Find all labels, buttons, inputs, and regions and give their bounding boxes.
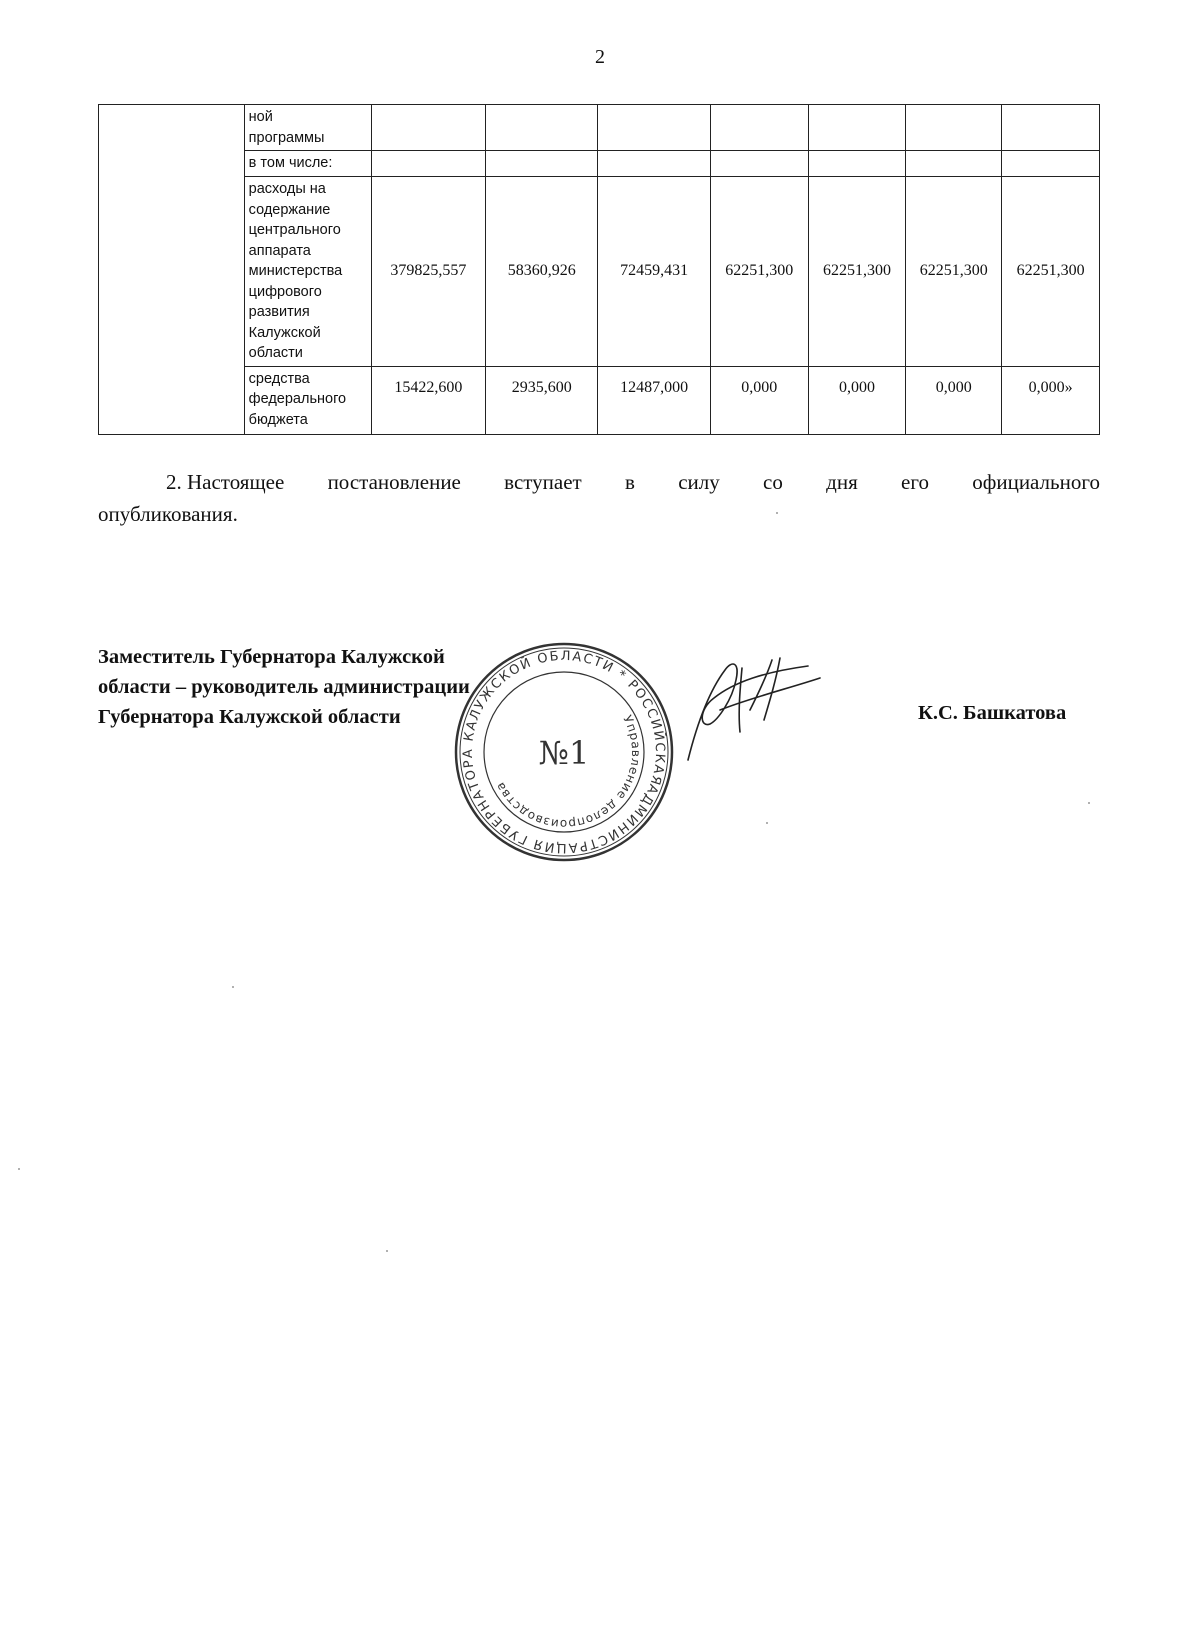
signatory-title-line: Заместитель Губернатора Калужской (98, 646, 445, 668)
cell (1002, 151, 1100, 177)
signatory-title-line: области – руководитель администрации (98, 676, 470, 698)
scan-speck (1088, 802, 1090, 804)
effective-date-paragraph (98, 466, 1100, 530)
cell: 62251,300 (1002, 177, 1100, 367)
handwritten-signature (680, 650, 860, 770)
seal-outer-text: АДМИНИСТРАЦИЯ ГУБЕРНАТОРА КАЛУЖСКОЙ ОБЛАСТИ * РОССИЙСКАЯ (460, 648, 668, 856)
cell: 0,000» (1002, 366, 1100, 434)
scan-speck (386, 1250, 388, 1252)
cell (808, 105, 906, 151)
paragraph-word: вступает (504, 470, 582, 494)
seal-inner-text: Управление делопроизводства (492, 712, 644, 832)
cell: 62251,300 (906, 177, 1002, 367)
signer-name: К.С. Башкатова (918, 702, 1067, 724)
cell: 62251,300 (710, 177, 808, 367)
row-label: средства федерального бюджета (244, 366, 371, 434)
table-row (99, 366, 1100, 434)
cell: 12487,000 (598, 366, 710, 434)
cell (808, 151, 906, 177)
paragraph-word: со (763, 470, 783, 494)
paragraph-word: официального (972, 470, 1100, 494)
paragraph-line-2: опубликования. (98, 502, 238, 526)
paragraph-word: 2. Настоящее (166, 470, 285, 494)
cell (486, 151, 598, 177)
cell (598, 151, 710, 177)
cell (906, 151, 1002, 177)
row-label: ной программы (244, 105, 371, 151)
cell: 62251,300 (808, 177, 906, 367)
cell (371, 151, 485, 177)
cell: 0,000 (710, 366, 808, 434)
cell (486, 105, 598, 151)
cell (1002, 105, 1100, 151)
scan-speck (766, 822, 768, 824)
seal-number: №1 (538, 734, 590, 772)
cell: 0,000 (906, 366, 1002, 434)
scan-speck (776, 512, 778, 514)
cell (371, 105, 485, 151)
row-label: расходы на содержание центрального аппарата министерства цифрового развития Калужской области (244, 177, 371, 367)
cell: 0,000 (808, 366, 906, 434)
signatory-title (98, 642, 470, 732)
scan-speck (232, 986, 234, 988)
cell (710, 151, 808, 177)
paragraph-word: постановление (327, 470, 461, 494)
cell: 2935,600 (486, 366, 598, 434)
paragraph-word: в (625, 470, 635, 494)
paragraph-word: его (901, 470, 929, 494)
paragraph-word: силу (678, 470, 720, 494)
scan-speck (18, 1168, 20, 1170)
cell (906, 105, 1002, 151)
paragraph-line-1 (98, 466, 1100, 498)
cell: 379825,557 (371, 177, 485, 367)
row-label: в том числе: (244, 151, 371, 177)
cell (598, 105, 710, 151)
table-row (99, 177, 1100, 367)
official-seal-stamp (452, 640, 676, 864)
cell: 15422,600 (371, 366, 485, 434)
empty-first-column-cell (99, 105, 245, 435)
cell: 58360,926 (486, 177, 598, 367)
table-row (99, 151, 1100, 177)
cell (710, 105, 808, 151)
cell: 72459,431 (598, 177, 710, 367)
signatory-title-line: Губернатора Калужской области (98, 706, 401, 728)
paragraph-word: дня (826, 470, 858, 494)
table-row (99, 105, 1100, 151)
budget-table (98, 104, 1100, 435)
page-number: 2 (595, 46, 605, 68)
